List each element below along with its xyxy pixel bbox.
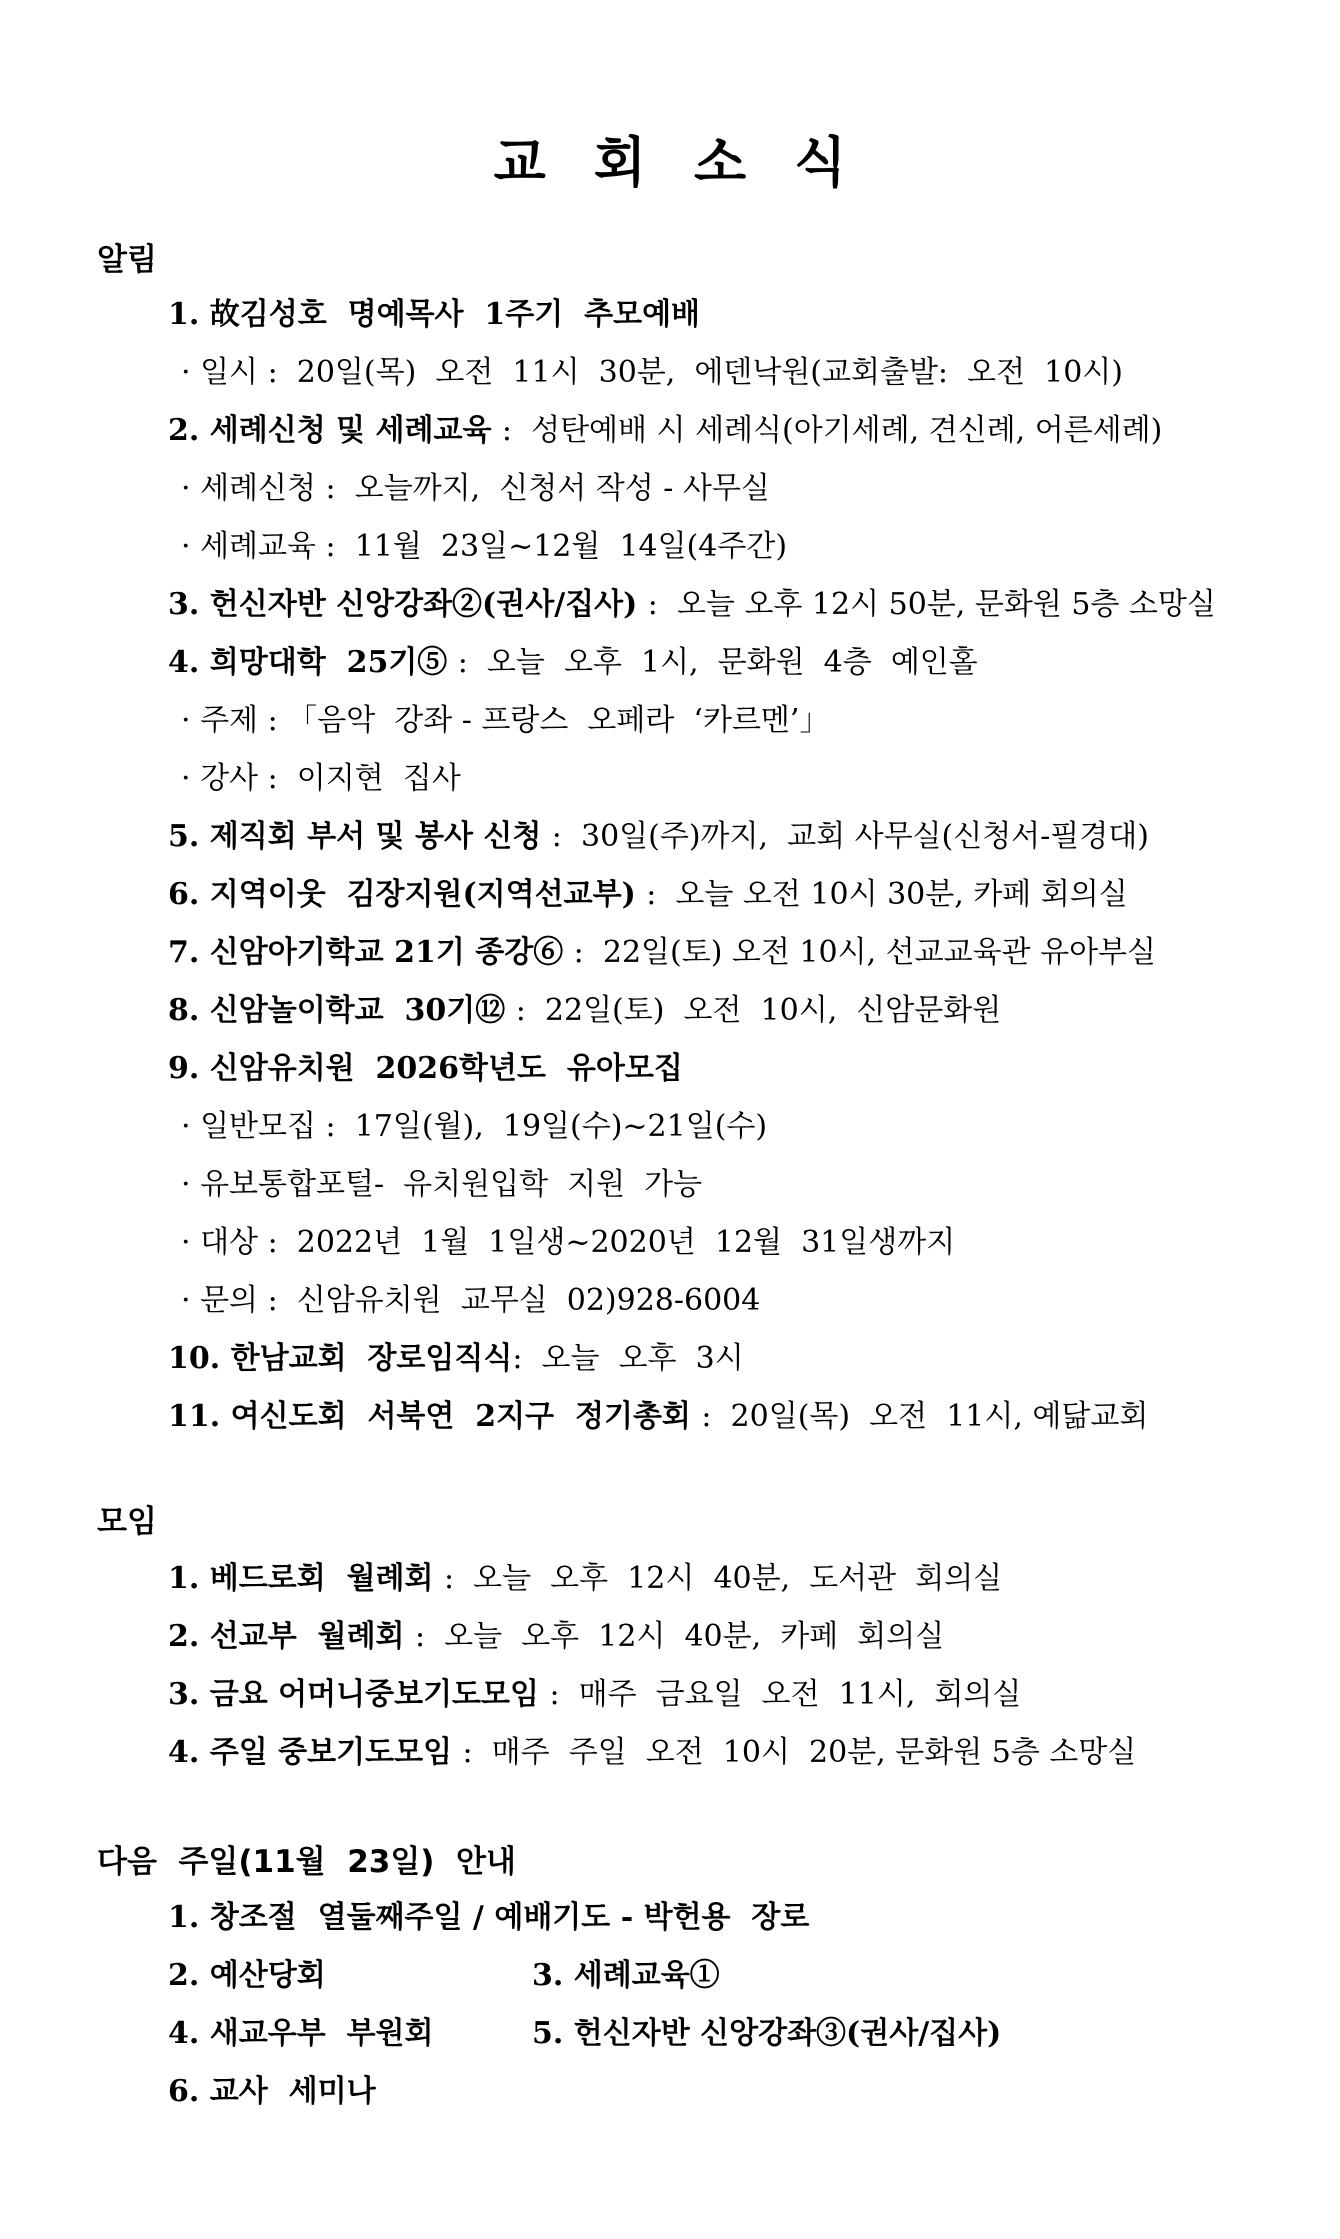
item-title: 11. 여신도회 서북연 2지구 정기총회 — [168, 1399, 702, 1434]
notice-subitem — [181, 1105, 767, 1149]
notice-item — [168, 641, 978, 685]
item-detail: : 매주 주일 오전 10시 20분, 문화원 5층 소망실 — [462, 1735, 1137, 1770]
next-item — [168, 2070, 376, 2114]
notice-item — [168, 409, 1162, 453]
meeting-item — [168, 1673, 1021, 1717]
notice-item — [168, 931, 1156, 975]
meeting-item — [168, 1731, 1136, 1775]
item-title: 9. 신암유치원 2026학년도 유아모집 — [168, 1051, 683, 1086]
notice-subitem — [181, 1221, 955, 1265]
item-detail: : 오늘 오후 12시 40분, 카페 회의실 — [414, 1619, 945, 1654]
title-char: 식 — [794, 131, 847, 194]
meeting-item — [168, 1557, 1002, 1601]
item-detail: : 성탄예배 시 세례식(아기세례, 견신례, 어른세례) — [501, 413, 1163, 448]
notice-item — [168, 293, 700, 337]
notice-subitem — [181, 525, 787, 569]
item-title: 3. 헌신자반 신앙강좌②(권사/집사) — [168, 587, 648, 622]
notice-item — [168, 873, 1128, 917]
next-item — [168, 1896, 809, 1940]
item-title: 2. 예산당회 — [168, 1958, 326, 1993]
next-item — [532, 2012, 1001, 2056]
next-item — [168, 2012, 434, 2056]
section-heading-meeting: 모임 — [97, 1504, 157, 1540]
notice-subitem — [181, 467, 770, 511]
item-detail: : 22일(토) 오전 10시, 선교교육관 유아부실 — [573, 935, 1157, 970]
next-item — [168, 1954, 326, 1998]
section-heading-notice: 알림 — [97, 242, 157, 278]
item-detail: : 30일(주)까지, 교회 사무실(신청서-필경대) — [551, 819, 1149, 854]
item-title: 4. 희망대학 25기⑤ — [168, 645, 458, 680]
item-detail: · 유보통합포털- 유치원입학 지원 가능 — [181, 1167, 703, 1202]
item-title: 5. 제직회 부서 및 봉사 신청 — [168, 819, 552, 854]
meeting-item — [168, 1615, 944, 1659]
item-title: 6. 지역이웃 김장지원(지역선교부) — [168, 877, 647, 912]
notice-subitem — [181, 1279, 760, 1323]
section-heading-next-sunday: 다음 주일(11월 23일) 안내 — [97, 1844, 516, 1880]
item-detail: : 오늘 오후 1시, 문화원 4층 예인홀 — [457, 645, 978, 680]
item-detail: · 일반모집 : 17일(월), 19일(수)~21일(수) — [181, 1109, 768, 1144]
item-detail: · 세례신청 : 오늘까지, 신청서 작성 - 사무실 — [181, 471, 770, 506]
item-detail: · 주제 : 「음악 강좌 - 프랑스 오페라 ‘카르멘’」 — [181, 703, 830, 738]
item-detail: : 오늘 오후 12시 40분, 도서관 회의실 — [443, 1561, 1003, 1596]
title-char: 교 — [493, 131, 546, 194]
item-title: 5. 헌신자반 신앙강좌③(권사/집사) — [532, 2016, 1002, 2051]
item-title: 1. 故김성호 명예목사 1주기 추모예배 — [168, 297, 701, 332]
item-detail: · 문의 : 신암유치원 교무실 02)928-6004 — [181, 1283, 761, 1318]
item-detail: : 20일(목) 오전 11시, 예닮교회 — [701, 1399, 1149, 1434]
item-title: 1. 베드로회 월례회 — [168, 1561, 444, 1596]
notice-item — [168, 1395, 1148, 1439]
item-title: 3. 금요 어머니중보기도모임 — [168, 1677, 550, 1712]
item-detail: · 대상 : 2022년 1월 1일생~2020년 12월 31일생까지 — [181, 1225, 956, 1260]
item-title: 10. 한남교회 장로임직식 — [168, 1341, 513, 1376]
notice-subitem — [181, 1163, 702, 1207]
item-detail: · 일시 : 20일(목) 오전 11시 30분, 에덴낙원(교회출발: 오전 10시) — [181, 355, 1123, 390]
notice-subitem — [181, 757, 461, 801]
notice-item — [168, 989, 1001, 1033]
item-title: 3. 세례교육① — [532, 1958, 720, 1993]
notice-item — [168, 583, 1216, 627]
title-char: 소 — [694, 131, 747, 194]
item-title: 1. 창조절 열둘째주일 / 예배기도 - 박헌용 장로 — [168, 1900, 810, 1935]
item-title: 6. 교사 세미나 — [168, 2074, 376, 2109]
notice-item — [168, 815, 1149, 859]
item-title: 4. 새교우부 부원회 — [168, 2016, 434, 2051]
item-detail: : 22일(토) 오전 10시, 신암문화원 — [515, 993, 1002, 1028]
notice-item — [168, 1337, 744, 1381]
title-char: 회 — [593, 131, 646, 194]
item-title: 4. 주일 중보기도모임 — [168, 1735, 463, 1770]
notice-item — [168, 1047, 683, 1091]
item-title: 7. 신암아기학교 21기 종강⑥ — [168, 935, 574, 970]
item-title: 8. 신암놀이학교 30기⑫ — [168, 993, 516, 1028]
item-title: 2. 선교부 월례회 — [168, 1619, 415, 1654]
item-detail: · 세례교육 : 11월 23일~12월 14일(4주간) — [181, 529, 788, 564]
item-detail: : 매주 금요일 오전 11시, 회의실 — [549, 1677, 1022, 1712]
item-detail: : 오늘 오후 12시 50분, 문화원 5층 소망실 — [647, 587, 1216, 622]
notice-subitem — [181, 351, 1123, 395]
item-detail: · 강사 : 이지현 집사 — [181, 761, 461, 796]
next-item — [532, 1954, 720, 1998]
notice-subitem — [181, 699, 829, 743]
item-detail: : 오늘 오후 3시 — [512, 1341, 744, 1376]
page-title — [0, 128, 1340, 198]
item-title: 2. 세례신청 및 세례교육 — [168, 413, 502, 448]
item-detail: : 오늘 오전 10시 30분, 카페 회의실 — [646, 877, 1128, 912]
